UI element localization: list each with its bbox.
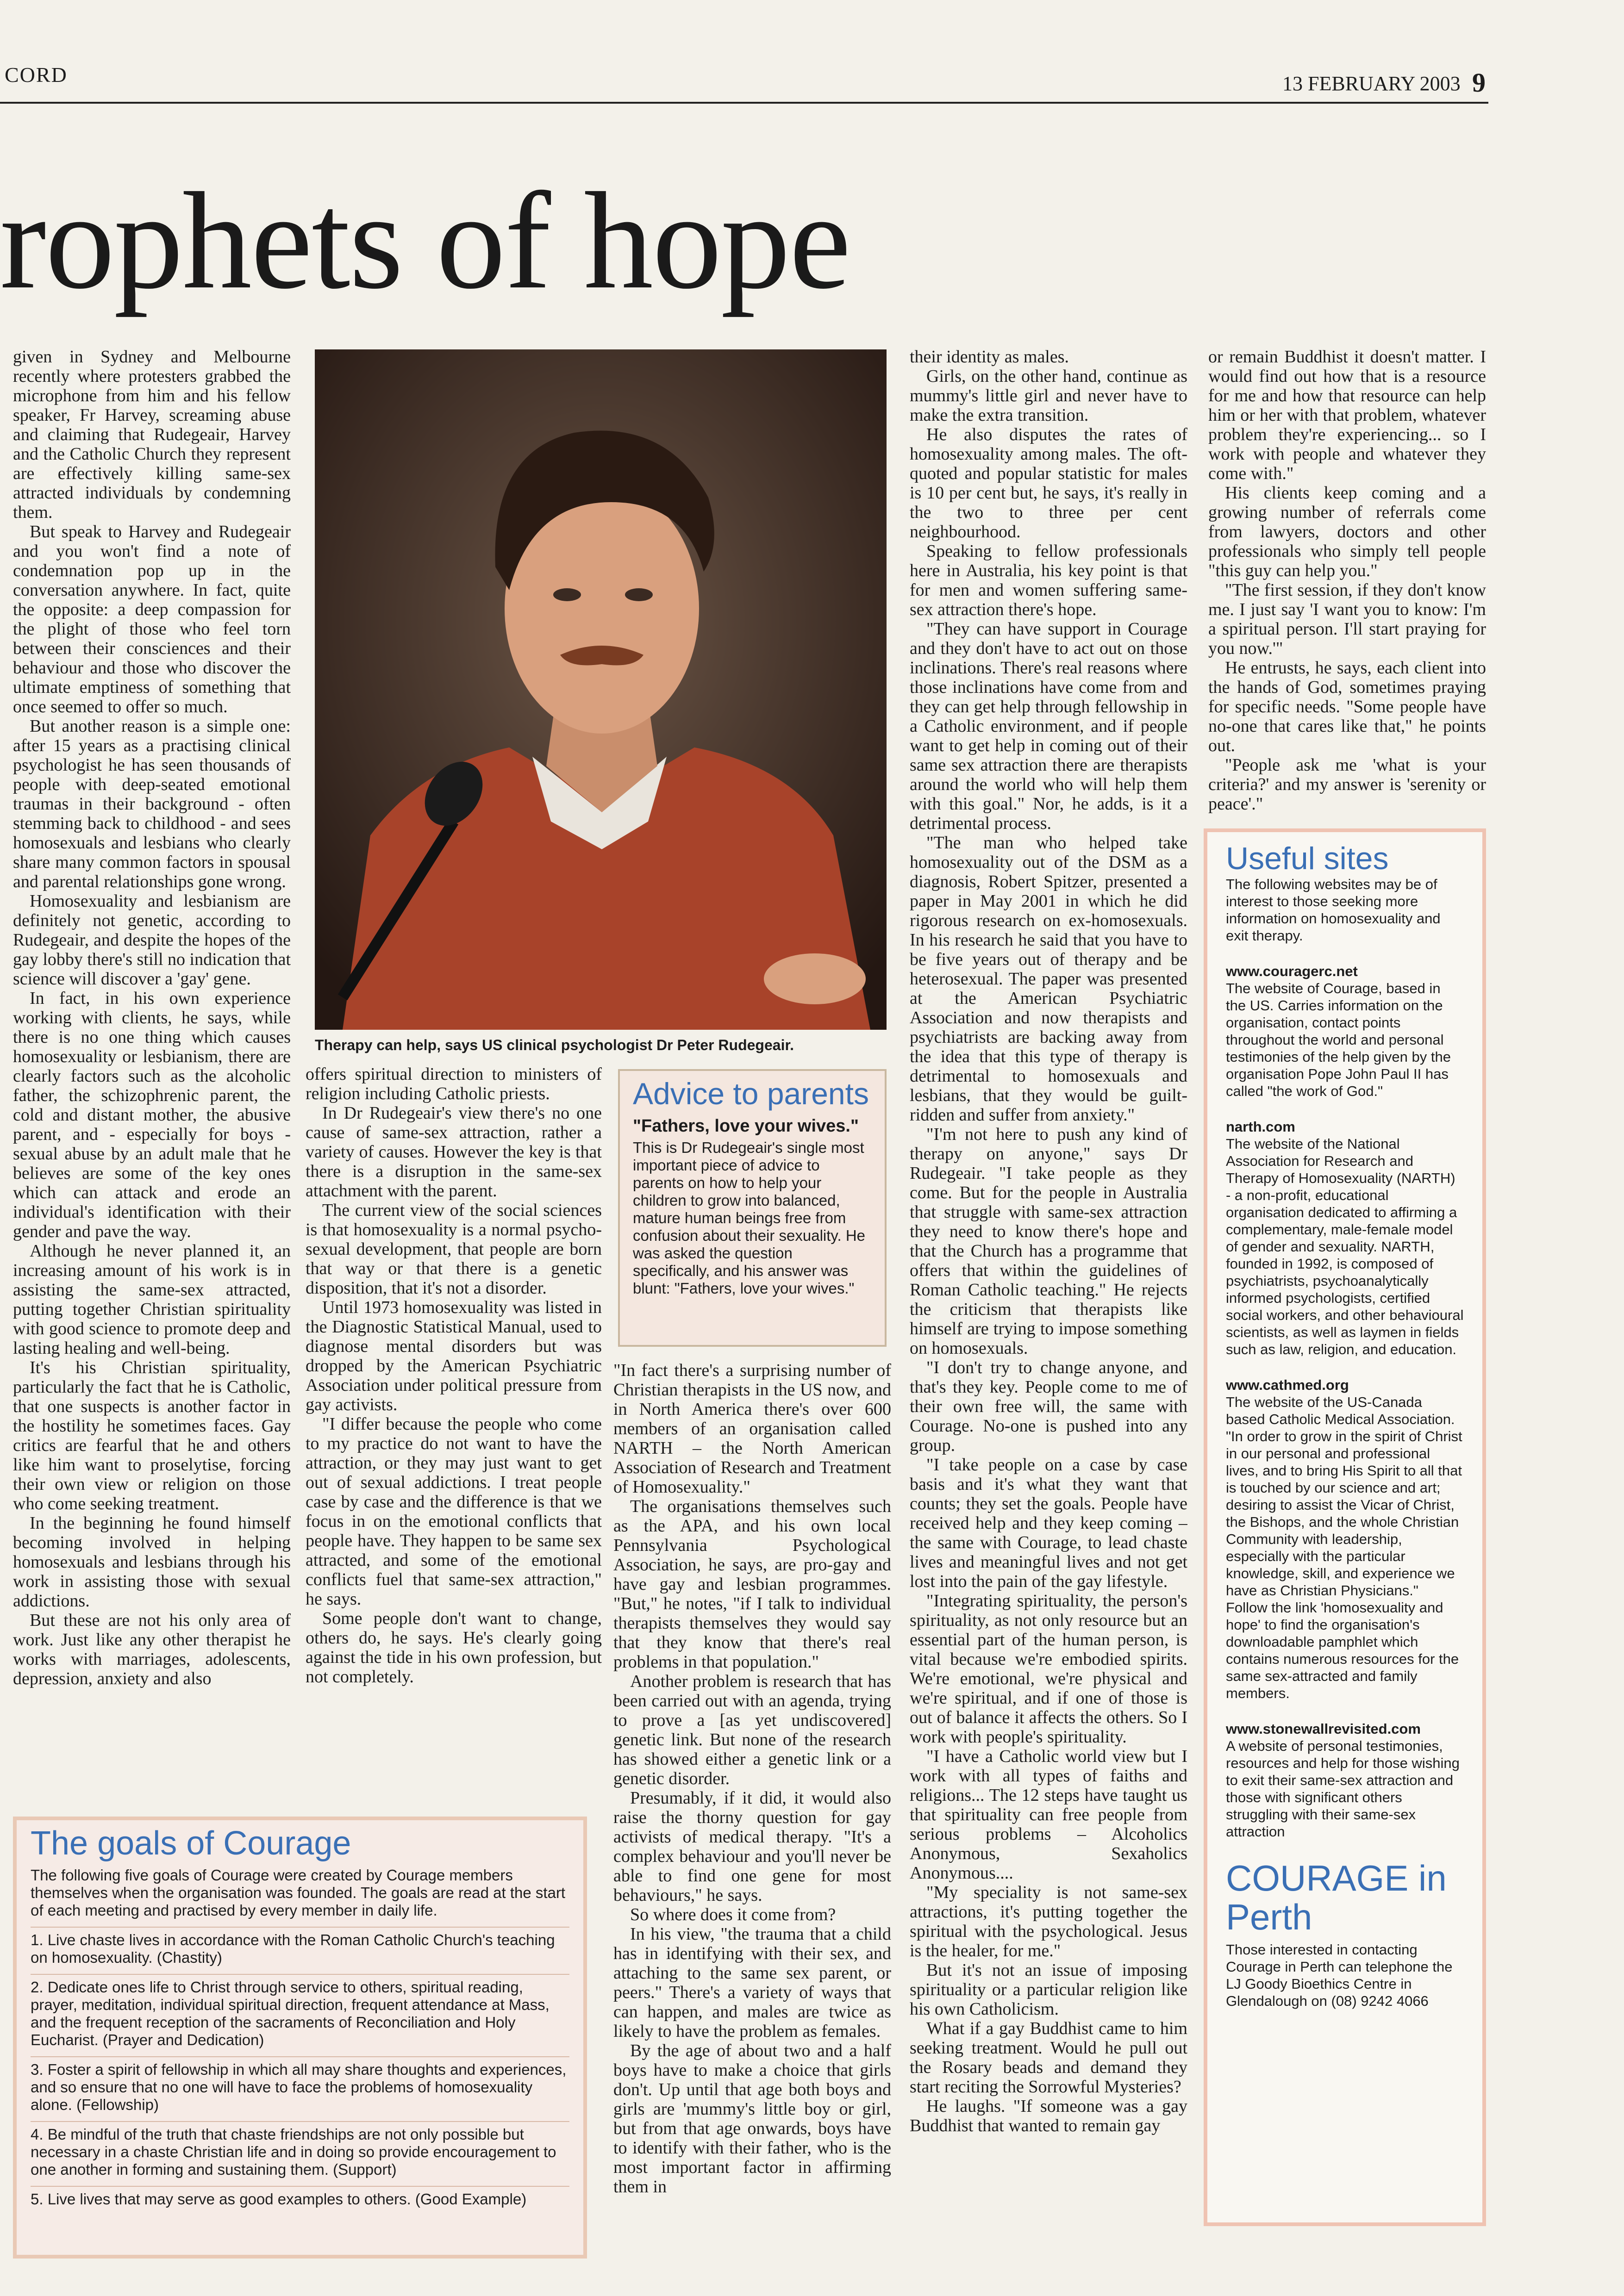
paragraph: What if a gay Buddhist came to him seeking treatment. Would he pull out the Rosary beads and demand they start reciting the Sorrowful Mysteries? [910,2019,1187,2097]
paragraph: Until 1973 homosexuality was listed in the Diagnostic Statistical Manual, used to diagnose mental disorders but was dropped by the American Psychiatric Association under political pressure from gay activists. [306,1298,602,1414]
paragraph: Presumably, if it did, it would also raise the thorny question for gay activists of medical therapy. "It's a complex behaviour and you'll never be able to find one gene for most behaviours," he says. [613,1788,891,1905]
issue-date: 13 FEBRUARY 2003 [1282,72,1461,95]
paragraph: In his view, "the trauma that a child has in identifying with their sex, and attaching to the same sex parent, or peers." There's a variety of ways that can happen, and males are twice as likely to have the problem as females. [613,1924,891,2041]
advice-title: Advice to parents [633,1076,869,1111]
paragraph: "In fact there's a surprising number of Christian therapists in the US now, and in North America there's over 600 members of an organisation called NARTH – the North American Association of Research and Treatment of Homosexuality." [613,1361,891,1497]
goal-item: 5. Live lives that may serve as good examples to others. (Good Example) [31,2186,569,2208]
paragraph: He laughs. "If someone was a gay Buddhist that wanted to remain gay [910,2097,1187,2135]
paragraph: "I don't try to change anyone, and that's they key. People come to me of their own free will, the same with Courage. No-one is pushed into any group. [910,1358,1187,1455]
headline: rophets of hope [0,164,850,317]
goals-box [13,1817,587,2259]
paragraph: But speak to Harvey and Rudegeair and you won't find a note of condemnation pop up in the conversation anywhere. In fact, quite the opposite: a deep compassion for the plight of those who feel torn between their consciences and their behaviour and those who discover the ultimate emptiness of something that once seemed to offer so much. [13,522,291,716]
site-description: The website of the US-Canada based Catholic Medical Association. "In order to grow in the spirit of Christ in our personal and professional lives, and to bring His Spirit to all that is touched by our science and art; desiring to assist the Vicar of Christ, the Bishops, and the whole Christian Community with leadership, especially with the particular knowledge, skill, and experience we have as Christian Physicians." Follow the link 'homosexuality and hope' to find the organisation's downloadable pamphlet which contains numerous resources for the same sex-attracted and family members. [1226,1394,1462,1701]
goal-item: 1. Live chaste lives in accordance with the Roman Catholic Church's teaching on homosexuality. (Chastity) [31,1927,569,1966]
paragraph: His clients keep coming and a growing number of referrals come from lawyers, doctors and other professionals who simply tell people "this guy can help you." [1208,483,1486,580]
article-column-4 [910,347,1187,2272]
site-description: The website of Courage, based in the US. Carries information on the organisation, contact points throughout the world and personal testimonies of the help given by the organisation Pope John Paul II has called "the work of God." [1226,980,1451,1099]
paragraph: "People ask me 'what is your criteria?' and my answer is 'serenity or peace'." [1208,755,1486,814]
advice-box [618,1069,887,1347]
paragraph: In Dr Rudegeair's view there's no one cause of same-sex attraction, rather a variety of causes. However the key is that there is a disruption in the same-sex attachment with the parent. [306,1103,602,1201]
goal-item: 3. Foster a spirit of fellowship in which all may share thoughts and experiences, and so ensure that no one will have to face the problems of homosexuality alone. (Fellowship) [31,2056,569,2114]
paragraph: Another problem is research that has been carried out with an agenda, trying to prove a [as yet undiscovered] genetic link. But none of the research has showed either a genetic link or a genetic disorder. [613,1672,891,1788]
paragraph: He entrusts, he says, each client into the hands of God, sometimes praying for specific needs. "Some people have no-one that cares like that," he points out. [1208,658,1486,755]
paragraph: "My speciality is not same-sex attractions, it's putting together the spiritual with the psychological. Jesus is the healer, for me." [910,1883,1187,1960]
paragraph: "I have a Catholic world view but I work with all types of faiths and religions... The 12 steps have taught us that spirituality can free people from serious problems – Alcoholics Anonymous, Sexaholics Anonymous.... [910,1747,1187,1883]
goals-intro: The following five goals of Courage were created by Courage members themselves when the organisation was founded. The goals are read at the start of each meeting and practised by every member in daily life. [31,1867,566,1919]
paragraph: offers spiritual direction to ministers of religion including Catholic priests. [306,1064,602,1103]
photo-caption: Therapy can help, says US clinical psychologist Dr Peter Rudegeair. [315,1037,794,1053]
goal-item: 2. Dedicate ones life to Christ through service to others, spiritual reading, prayer, meditation, individual spiritual direction, frequent attendance at Mass, and the frequent reception of the sacraments of Reconciliation and Holy Eucharist. (Prayer and Dedication) [31,1974,569,2049]
paragraph: "The man who helped take homosexuality out of the DSM as a diagnosis, Robert Spitzer, presented a paper in May 2001 in which he did rigorous research on ex-homosexuals. In his research he said that you have to be five years out of therapy and be heterosexual. The paper was presented at the American Psychiatric Association and now therapists and psychiatrists are backing away from the idea that this type of therapy is detrimental to homosexuals and lesbians, that they would be guilt-ridden and suffer from anxiety." [910,833,1187,1125]
paragraph: Girls, on the other hand, continue as mummy's little girl and never have to make the extra transition. [910,367,1187,425]
header-rule [0,102,1488,104]
site-url[interactable]: narth.com [1226,1119,1295,1135]
paragraph: But it's not an issue of imposing spirituality or a particular religion like his own Catholicism. [910,1960,1187,2019]
paragraph: But these are not his only area of work. Just like any other therapist he works with marriages, adolescents, depression, anxiety and also [13,1611,291,1688]
paragraph: By the age of about two and a half boys have to make a choice that girls don't. Up until that age both boys and girls are 'mummy's little boy or girl, but from that age onwards, boys have to identify with their father, who is the most important factor in affirming them in [613,2041,891,2196]
paragraph: The current view of the social sciences is that homosexuality is a normal psycho-sexual development, that people are born that way or that there is a genetic disposition, that it's not a disorder. [306,1201,602,1298]
paragraph: "I take people on a case by case basis and it's what they want that counts; they set the goals. People have received help and they keep coming – the same with Courage, to lead chaste lives and meaningful lives and not get lost into the pain of the gay lifestyle. [910,1455,1187,1591]
portrait-illustration [315,349,887,1030]
site-description: The website of the National Association for Research and Therapy of Homosexuality (NARTH) - a non-profit, educational organisation dedicated to affirming a complementary, male-female model of gender and sexuality. NARTH, founded in 1992, is composed of psychiatrists, psychoanalytically informed psychologists, certified social workers, and other behavioural scientists, as well as laymen in fields such as law, religion, and education. [1226,1136,1464,1357]
advice-body: This is Dr Rudegeair's single most important piece of advice to parents on how to help your children to grow into balanced, mature human beings free from confusion about their sexuality. He was asked the question specifically, and his answer was blunt: "Fathers, love your wives." [633,1139,866,1297]
sites-intro: The following websites may be of interest to those seeking more information on homosexuality and exit therapy. [1226,876,1441,944]
article-column-1 [13,347,291,1796]
paragraph: He also disputes the rates of homosexuality among males. The oft-quoted and popular statistic for males is 10 per cent but, he says, it's really in the two to three per cent neighbourhood. [910,425,1187,541]
paragraph: their identity as males. [910,347,1069,367]
article-column-3 [613,1361,891,2268]
publication-name: CORD [5,63,68,87]
paragraph: "Integrating spirituality, the person's spirituality, as not only resource but an essential part of the human person, is vital because we're embodied spirits. We're emotional, we're physical and we're spiritual, and if one of those is out of balance it affects the others. So I work with people's spirituality. [910,1591,1187,1747]
paragraph: Homosexuality and lesbianism are definitely not genetic, according to Rudegeair, and despite the hopes of the gay lobby there's still no indication that science will discover a 'gay' gene. [13,891,291,989]
perth-title: COURAGE in Perth [1226,1858,1447,1937]
page-number: 9 [1472,68,1486,98]
paragraph: In fact, in his own experience working with clients, he says, while there is no one thing which causes homosexuality or lesbianism, there are clearly factors such as the alcoholic father, the schizophrenic parent, the cold and distant mother, the abusive parent, and - especially for boys - sexual abuse by an adult male that he believes are some of the key ones which can attack and erode an individual's identification with their gender and pave the way. [13,989,291,1241]
site-url[interactable]: www.couragerc.net [1226,963,1358,979]
useful-sites-box [1204,828,1486,2226]
paragraph: So where does it come from? [630,1905,836,1924]
site-url[interactable]: www.cathmed.org [1226,1377,1349,1393]
paragraph: or remain Buddhist it doesn't matter. I would find out how that is a resource for me and how that resource can help him or her with that problem, whatever problem they're experiencing... so I work with people and whatever they come with." [1208,347,1486,483]
paragraph: Some people don't want to change, others do, he says. He's clearly going against the tide in his own profession, but not completely. [306,1609,602,1686]
paragraph: "They can have support in Courage and they don't have to act out on those inclinations. There's real reasons where those inclinations have come from and they can get help through fellowship in a Catholic environment, and if people want to get help in coming out of their same sex attraction there are therapists around the world who will help them with this goal." Nor, he adds, is it a detrimental process. [910,619,1187,833]
paragraph: "I'm not here to push any kind of therapy on anyone," says Dr Rudegeair. "I take people as they come. But for the people in Australia that struggle with same-sex attraction they need to know there's hope and that the Church has a programme that offers that within the guidelines of Roman Catholic teaching." He rejects the criticism that therapists like himself are trying to impose something on homosexuals. [910,1125,1187,1358]
goals-list [31,1927,569,2208]
article-column-5 [1208,347,1486,815]
paragraph: given in Sydney and Melbourne recently where protesters grabbed the microphone from him and his fellow speaker, Fr Harvey, screaming abuse and claiming that Rudegeair, Harvey and the Catholic Church they represent are effectively killing same-sex attracted individuals by condemning them. [13,347,291,522]
paragraph: In the beginning he found himself becoming involved in helping homosexuals and lesbians through his work in assisting those with sexual addictions. [13,1513,291,1611]
sites-title: Useful sites [1226,841,1389,876]
paragraph: It's his Christian spirituality, particularly the fact that he is Catholic, that one suspects is another factor in the hostility he sometimes faces. Gay critics are fearful that he and others like him want to proselytise, forcing their own view or religion on those who come seeking treatment. [13,1358,291,1513]
goal-item: 4. Be mindful of the truth that chaste friendships are not only possible but necessary in a chaste Christian life and in doing so provide encouragement to one another in forming and sustaining them. (Support) [31,2121,569,2178]
paragraph: "The first session, if they don't know me. I just say 'I want you to know: I'm a spiritual person. I'll start praying for you now.'" [1208,580,1486,658]
site-description: A website of personal testimonies, resources and help for those wishing to exit their same-sex attraction and those with significant others struggling with their same-sex attraction [1226,1738,1460,1840]
perth-contact: Those interested in contacting Courage in Perth can telephone the LJ Goody Bioethics Centre in Glendalough on (08) 9242 4066 [1226,1941,1453,2009]
paragraph: Although he never planned it, an increasing amount of his work is in assisting the same-sex attracted, putting together Christian spirituality with good science to promote deep and lasting healing and well-being. [13,1241,291,1358]
article-column-2 [306,1064,602,1810]
goals-title: The goals of Courage [31,1825,351,1862]
paragraph: Speaking to fellow professionals here in Australia, his key point is that for men and women suffering same-sex attraction there's hope. [910,541,1187,619]
paragraph: The organisations themselves such as the APA, and his own local Pennsylvania Psychological Association, he says, are pro-gay and have gay and lesbian programmes. "But," he notes, "if I talk to individual therapists themselves they would say that they know that there's real problems in that population." [613,1497,891,1672]
site-url[interactable]: www.stonewallrevisited.com [1226,1721,1421,1737]
paragraph: "I differ because the people who come to my practice do not want to have the attraction, or they may just want to get out of sexual addictions. I treat people case by case and the difference is that we focus in on the emotional conflicts that people have. They happen to be same sex attracted, and some of the emotional conflicts fuel that same-sex attraction," he says. [306,1414,602,1609]
paragraph: But another reason is a simple one: after 15 years as a practising clinical psychologist he has seen thousands of people with deep-seated emotional traumas in their background - often stemming back to childhood - and sees homosexuals and lesbians who clearly share many common factors in spousal and parental relationships gone wrong. [13,716,291,891]
portrait-photo [315,349,887,1030]
advice-subtitle: "Fathers, love your wives." [633,1116,859,1136]
